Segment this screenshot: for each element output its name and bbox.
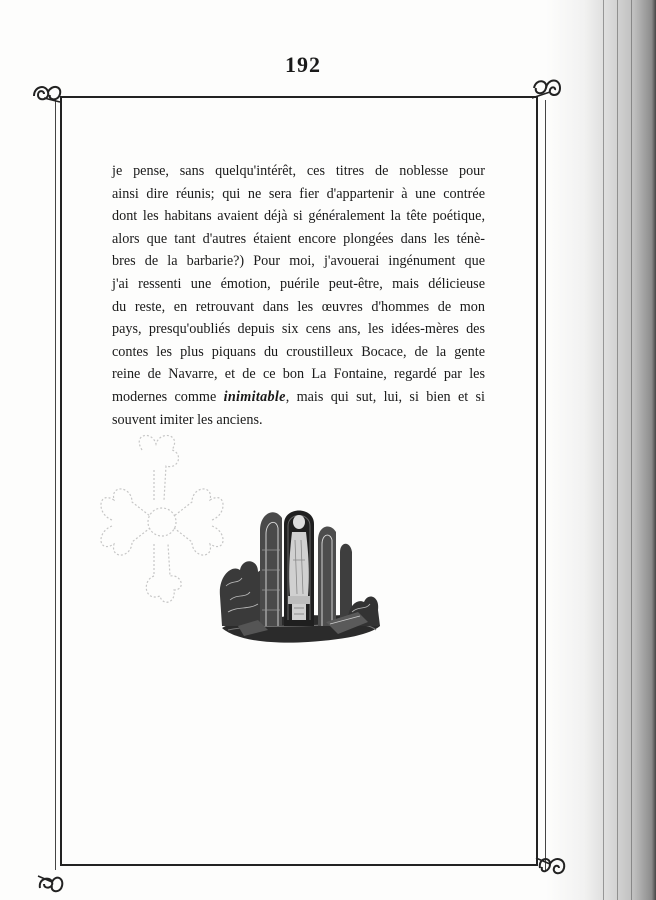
fleuron-corner-icon (34, 868, 68, 898)
text-line: pays, presqu'oubliés depuis six cens ans, les idées-mères des (112, 321, 485, 338)
text-line: je pense, sans quelqu'intérêt, ces titres de noblesse pour (112, 163, 485, 179)
page-edge-line (617, 0, 618, 900)
text-line: j'ai ressenti une émotion, puérile peut-être, mais délicieuse (112, 275, 485, 292)
page-edge-shadow (546, 0, 656, 900)
fleuron-corner-icon (534, 852, 568, 882)
page-number: 192 (285, 52, 321, 77)
emphasis-word: inimitable (223, 388, 286, 405)
body-paragraph (112, 160, 485, 431)
text-fragment: , mais qui sut, lui, si bien et si (285, 388, 485, 405)
ruined-chapel-vignette (218, 500, 382, 646)
fleuron-corner-icon (530, 74, 564, 104)
text-line: bres de la barbarie?) Pour moi, j'avouerai ingénument que (112, 253, 485, 270)
text-line: souvent imiter les anciens. (112, 411, 263, 428)
text-line: alors que tant d'autres étaient encore plongées dans les ténè- (112, 230, 485, 247)
text-line: reine de Navarre, et de ce bon La Fontaine, regardé par les (112, 366, 485, 383)
text-line: dont les habitans avaient déjà si généralement la tête poétique, (112, 208, 485, 225)
text-line: contes les plus piquans du croustilleux Bocace, de la gente (112, 343, 485, 360)
page-edge-line (603, 0, 604, 900)
page-edge-line (631, 0, 632, 900)
fleuron-corner-icon (30, 80, 64, 110)
text-line: du reste, en retrouvant dans les œuvres d'hommes de mon (112, 298, 485, 315)
text-line (112, 386, 485, 409)
text-line: ainsi dire réunis; qui ne sera fier d'appartenir à une contrée (112, 185, 485, 202)
show-through-cross-ornament (92, 430, 232, 610)
text-fragment: modernes comme (112, 388, 224, 405)
